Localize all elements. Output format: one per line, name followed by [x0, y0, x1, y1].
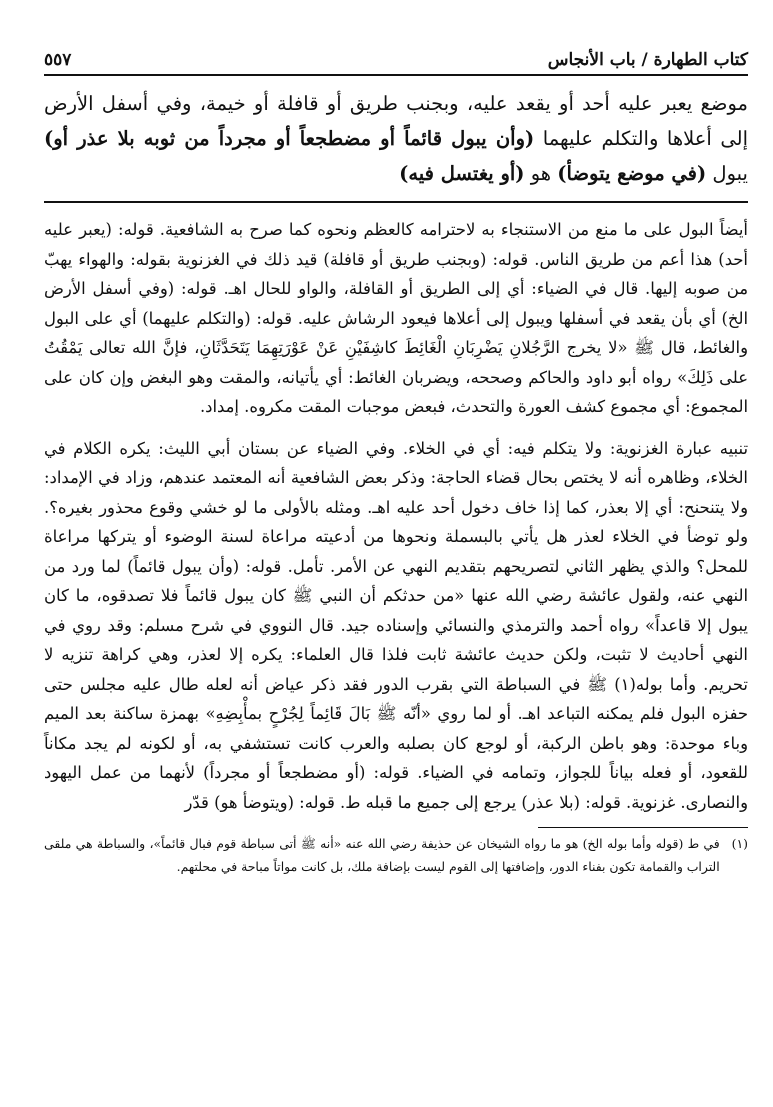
section-divider [44, 201, 748, 203]
main-text-bold-segment: (أو يغتسل فيه) [399, 162, 525, 185]
book-page [44, 36, 748, 1096]
main-text-segment: يبول [706, 162, 748, 185]
main-text [44, 86, 748, 199]
commentary [44, 215, 748, 817]
main-text-segment: هو [524, 162, 558, 185]
commentary-paragraph: أيضاً البول على ما منع من الاستنجاء به لاحترامه كالعظم ونحوه كما صرح به الشافعية. قوله: (يعبر عليه أحد) هذا أعم من طريق الناس. قوله: (وبجنب طريق أو قافلة) قيد ذلك في الغزنوية بقوله: والهواء يهبّ من صوبه إليها. قال في الضياء: أي إلى الطريق أو القافلة، والواو للحال اهـ. قوله: (وفي أسفل الأرض الخ) أي بأن يقعد في أسفلها ويبول إلى أعلاها فيعود الرشاش عليه. قوله: (والتكلم عليهما) أي على البول والغائط، قال ﷺ «لا يخرج الرَّجُلانِ يَضْرِبَانِ الْغَائِطَ كاشِفَيْنِ عَنْ عَوْرَتِهِمَا يَتَحَدَّثَانِ، فإنَّ الله تعالى يَمْقُتُ على ذَلِكَ» رواه أبو داود والحاكم وصححه، ويضربان الغائط: أي يأتيانه، والمقت وهو البغض وإن كان على المجموع: أي مجموع كشف العورة والتحدث، فبعض موجبات المقت مكروه. إمداد. [44, 220, 748, 416]
footnote-divider [538, 827, 748, 828]
main-text-bold-segment: (في موضع يتوضأ) [557, 162, 707, 185]
main-text-bold-segment: (وأن يبول قائماً أو مضطجعاً أو مجرداً من ثوبه بلا عذر أو) [44, 127, 535, 150]
footnote [44, 832, 748, 878]
chapter-title: كتاب الطهارة / باب الأنجاس [547, 50, 748, 70]
page-number: ٥٥٧ [44, 50, 72, 70]
footnote-number: (١) [731, 836, 748, 851]
running-header [44, 36, 748, 76]
main-text-segment: موضع يعبر عليه أحد أو يقعد عليه، وبجنب طريق أو قافلة أو خيمة، وفي أسفل الأرض إلى أعلاها والتكلم عليهما [44, 92, 748, 150]
footnote-text: في ط (قوله وأما بوله الخ) هو ما رواه الشيخان عن حذيفة رضي الله عنه «أنه ﷺ أتى سباطة قوم فبال قائماً»، والسباطة هي ملقى التراب والقمامة تكون بفناء الدور، وإضافتها إلى القوم ليست بإضافة ملك، بل كانت مواتاً مباحة في محلتهم. [44, 836, 720, 874]
commentary-paragraph: تنبيه عبارة الغزنوية: ولا يتكلم فيه: أي في الخلاء. وفي الضياء عن بستان أبي الليث: يكره الكلام في الخلاء، وظاهره أنه لا يختص بحال قضاء الحاجة: وذكر بعض الشافعية أنه المعتمد عندهم، وزاد في الإمداد: ولا يتنحنح: أي إلا بعذر، كما إذا خاف دخول أحد عليه اهـ. ومثله بالأولى ما لو خشي وقوع محذور بغيره؟. ولو توضأ في الخلاء لعذر هل يأتي بالبسملة ونحوها من أدعيته مراعاة لسنة الوضوء أو يتركها مراعاة للمحل؟ والذي يظهر الثاني لتصريحهم بتقديم النهي عن الأمر. تأمل. قوله: (وأن يبول قائماً) لما ورد من النهي عنه، ولقول عائشة رضي الله عنها «من حدثكم أن النبي ﷺ كان يبول قائماً فلا تصدقوه، ما كان يبول إلا قاعداً» رواه أحمد والترمذي والنسائي وإسناده جيد. قال النووي في شرح مسلم: وقد روي في النهي أحاديث لا تثبت، ولكن حديث عائشة ثابت فلذا قال العلماء: يكره إلا لعذر، وهي كراهة تنزيه لا تحريم. وأما بوله(١) ﷺ في السباطة التي بقرب الدور فقد ذكر عياض أنه لعله طال عليه مجلس حتى حفزه البول فلم يمكنه التباعد اهـ. أو لما روي «أنّه ﷺ بَالَ قَائِماً لِجُرْحٍ بمأْبِضِهِ» بهمزة ساكنة بعد الميم وباء موحدة: وهو باطن الركبة، أو لوجع كان بصلبه والعرب كانت تستشفي به، أو لكونه لم يجد مكاناً للقعود، أو فعله بياناً للجواز، وتمامه في الضياء. قوله: (أو مضطجعاً أو مجرداً) لأنهما من عمل اليهود والنصارى. غزنوية. قوله: (بلا عذر) يرجع إلى جميع ما قبله ط. قوله: (ويتوضأ هو) قدّر [44, 438, 748, 812]
